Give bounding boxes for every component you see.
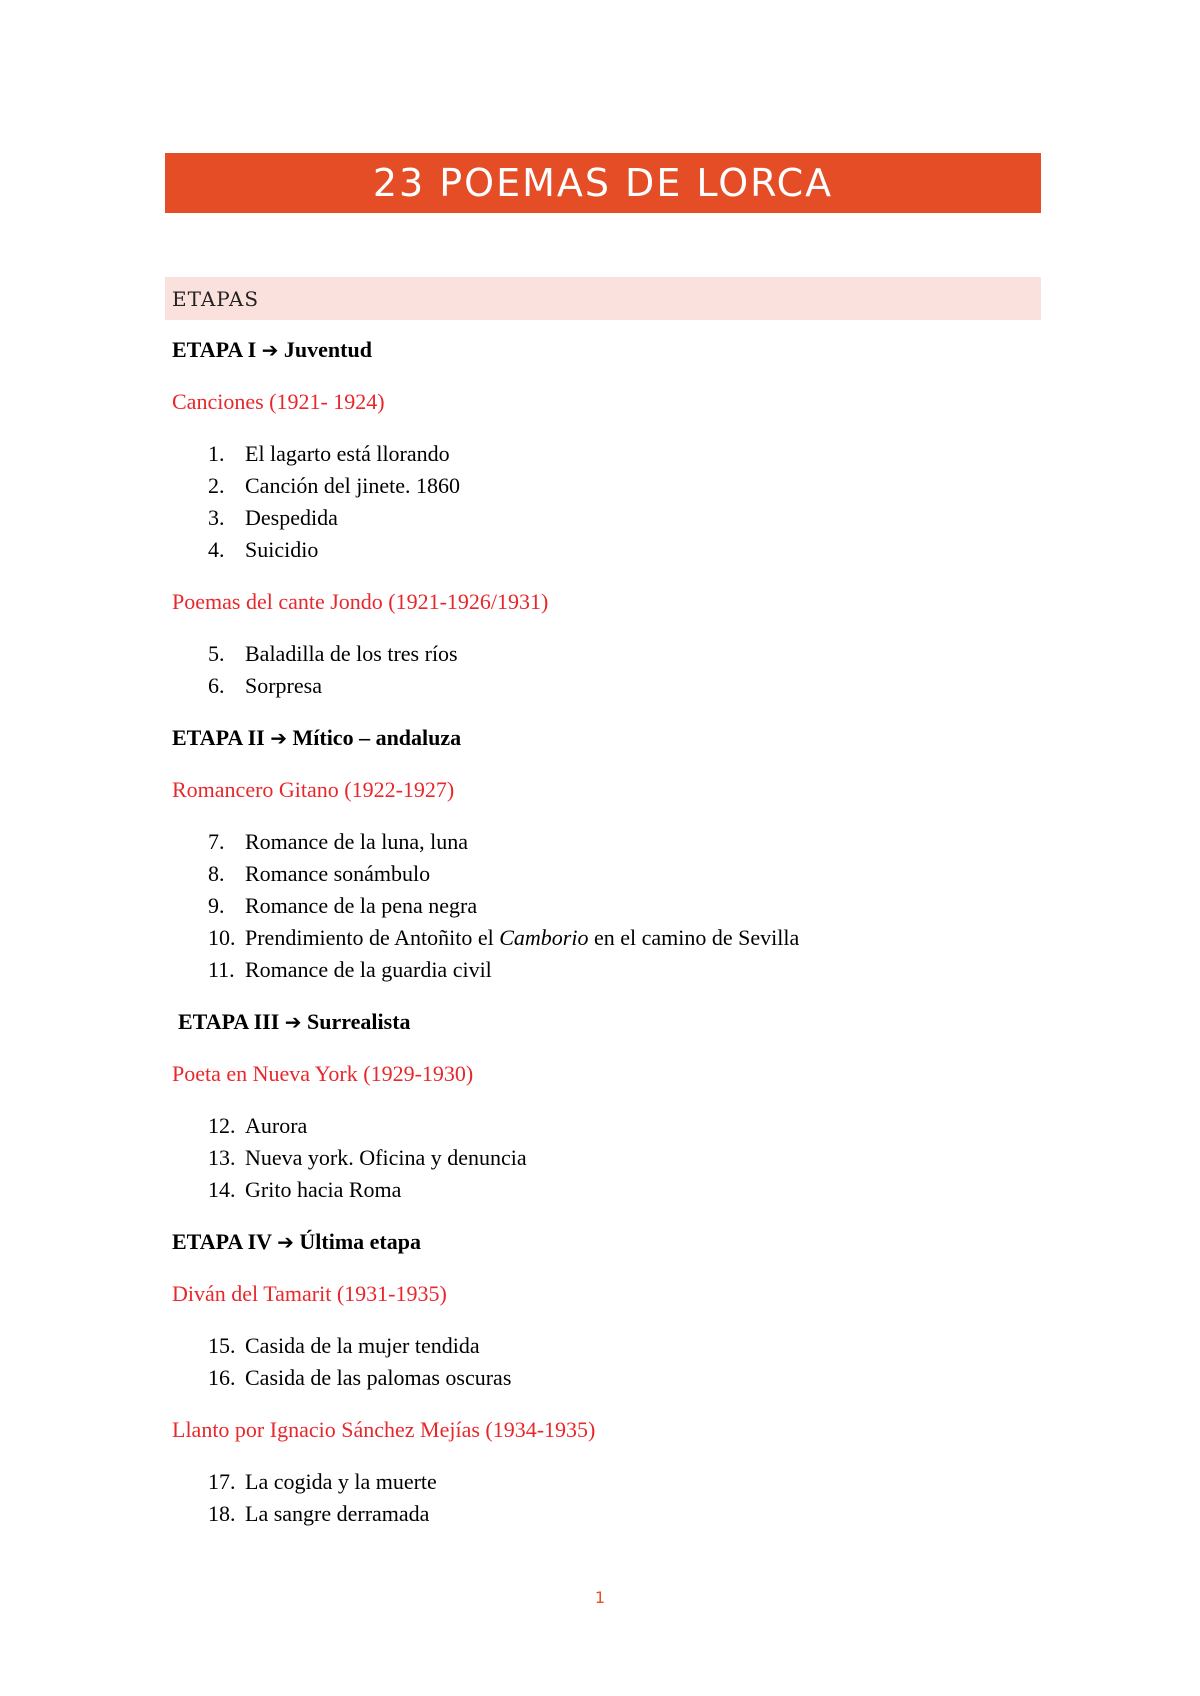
poem-title-italic: Camborio (499, 925, 589, 950)
poem-number: 14. (208, 1177, 236, 1202)
poem-number: 12. (208, 1113, 236, 1138)
stage-name: Surrealista (307, 1009, 411, 1034)
title-banner (165, 153, 1041, 213)
stage-label: ETAPA III (178, 1009, 280, 1034)
poem-number: 18. (208, 1501, 236, 1526)
poem-title: Romance de la pena negra (245, 893, 478, 918)
poem-title-part: en el camino de Sevilla (588, 925, 800, 950)
work-title: Llanto por Ignacio Sánchez Mejías (1934-1935) (172, 1417, 596, 1442)
poem-number: 2. (208, 473, 225, 498)
poem-title: Sorpresa (245, 673, 322, 698)
stage-heading-1 (172, 336, 372, 364)
stage-label: ETAPA IV (172, 1229, 272, 1254)
poem-number: 8. (208, 861, 225, 886)
stage-label: ETAPA I (172, 337, 257, 362)
poem-title: Romance de la luna, luna (245, 829, 468, 854)
stage-heading-2 (172, 724, 461, 752)
poem-number: 1. (208, 441, 225, 466)
section-heading-bar (165, 277, 1041, 320)
arrow-icon: ➔ (284, 1010, 302, 1034)
work-title: Canciones (1921- 1924) (172, 389, 385, 414)
work-title: Poeta en Nueva York (1929-1930) (172, 1061, 474, 1086)
poem-number: 6. (208, 673, 225, 698)
poem-number: 15. (208, 1333, 236, 1358)
poem-title: Grito hacia Roma (245, 1177, 402, 1202)
stage-heading-4 (172, 1228, 421, 1256)
page-title: 23 POEMAS DE LORCA (372, 161, 834, 205)
poem-title: Aurora (245, 1113, 308, 1138)
poem-title: Romance de la guardia civil (245, 957, 492, 982)
poem-number: 3. (208, 505, 225, 530)
poem-title: Canción del jinete. 1860 (245, 473, 461, 498)
stage-name: Última etapa (299, 1229, 421, 1254)
poem-number: 4. (208, 537, 225, 562)
poem-title: Suicidio (245, 537, 319, 562)
arrow-icon: ➔ (270, 726, 287, 750)
poem-title: Casida de la mujer tendida (245, 1333, 480, 1358)
poem-title: Despedida (245, 505, 338, 530)
poem-title: Nueva york. Oficina y denuncia (245, 1145, 527, 1170)
poem-number: 10. (208, 925, 236, 950)
stage-label: ETAPA II (172, 725, 265, 750)
arrow-icon: ➔ (277, 1230, 294, 1254)
poem-title: La sangre derramada (245, 1501, 430, 1526)
poem-number: 11. (208, 957, 235, 982)
stage-name: Mítico – andaluza (292, 725, 462, 750)
section-heading: ETAPAS (172, 286, 260, 311)
poem-title (245, 924, 799, 952)
stage-name: Juventud (283, 337, 372, 362)
poem-number: 7. (208, 829, 225, 854)
poem-title: La cogida y la muerte (245, 1469, 437, 1494)
arrow-icon: ➔ (261, 338, 279, 362)
poem-number: 5. (208, 641, 225, 666)
work-title: Diván del Tamarit (1931-1935) (172, 1281, 447, 1306)
poem-number: 16. (208, 1365, 236, 1390)
poem-title: Romance sonámbulo (245, 861, 431, 886)
page-number: 1 (594, 1588, 606, 1607)
poem-title: El lagarto está llorando (245, 441, 450, 466)
poem-number: 13. (208, 1145, 236, 1170)
work-title: Romancero Gitano (1922-1927) (172, 777, 455, 802)
poem-number: 9. (208, 893, 225, 918)
poem-title-part: Prendimiento de Antoñito el (245, 925, 500, 950)
poem-title: Casida de las palomas oscuras (245, 1365, 512, 1390)
stage-heading-3 (178, 1008, 411, 1036)
poem-title: Baladilla de los tres ríos (245, 641, 458, 666)
poem-number: 17. (208, 1469, 236, 1494)
work-title: Poemas del cante Jondo (1921-1926/1931) (172, 589, 549, 614)
